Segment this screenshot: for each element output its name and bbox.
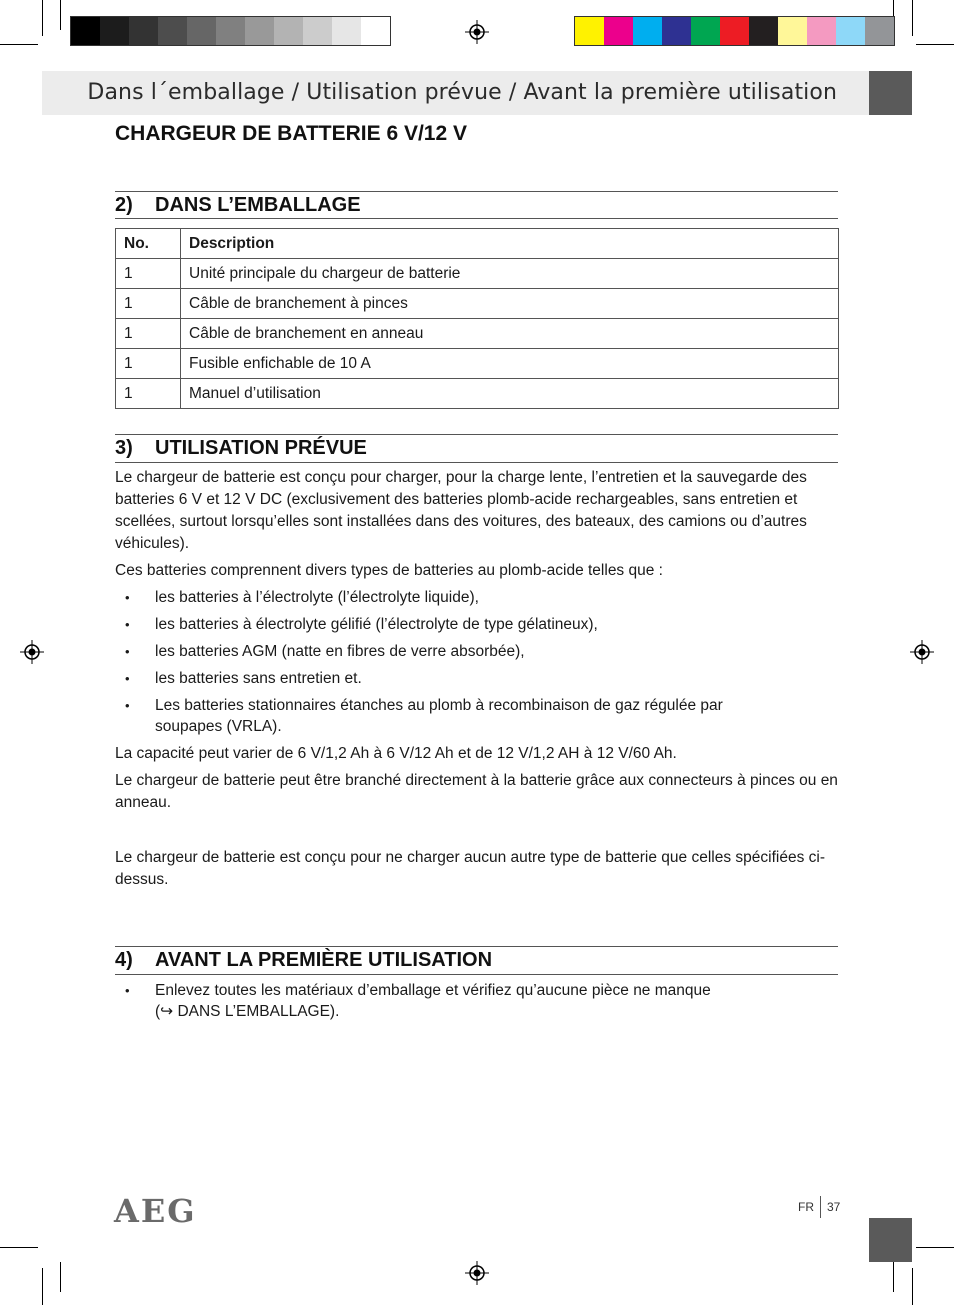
section-rule	[115, 974, 838, 975]
color-swatch	[865, 17, 894, 45]
color-swatch	[604, 17, 633, 45]
section-title: AVANT LA PREMIÈRE UTILISATION	[155, 949, 493, 971]
section-rule	[115, 218, 838, 219]
section-title: UTILISATION PRÉVUE	[155, 437, 367, 459]
color-swatch	[633, 17, 662, 45]
gray-swatch	[100, 17, 129, 45]
section-heading	[115, 194, 361, 217]
section-heading	[115, 437, 367, 460]
cmyk-color-bar	[574, 16, 895, 46]
crop-mark	[912, 0, 913, 36]
crop-mark	[916, 1247, 954, 1248]
table-row	[116, 379, 839, 409]
gray-swatch	[187, 17, 216, 45]
section-number: 2)	[115, 194, 133, 216]
section-number: 4)	[115, 949, 133, 971]
aeg-logo: AEG	[114, 1192, 197, 1230]
cross-reference-link[interactable]: (↪ DANS L’EMBALLAGE).	[155, 1003, 340, 1020]
page-tab-marker	[869, 1218, 912, 1262]
list-item-text: les batteries à électrolyte gélifié (l’électrolyte de type gélatineux),	[155, 616, 598, 633]
section-title: DANS L’EMBALLAGE	[155, 194, 361, 216]
color-swatch	[575, 17, 604, 45]
table-cell: 1	[116, 259, 181, 289]
paragraph: Le chargeur de batterie est conçu pour charger, pour la charge lente, l’entretien et la sauvegarde des batteries 6 V et 12 V DC (exclusivement des batteries plomb-acide rechargeables, sans entretien et scellées, surtout lorsqu’elles sont installées dans des voitures, des bateaux, des camions ou d’autres véhicules).	[115, 469, 807, 552]
registration-mark-icon	[465, 20, 489, 44]
document-title: CHARGEUR DE BATTERIE 6 V/12 V	[115, 122, 468, 145]
package-contents-table	[115, 228, 839, 409]
language-code: FR	[798, 1200, 814, 1214]
crop-mark	[60, 0, 61, 30]
list-item-line: Enlevez toutes les matériaux d’emballage et vérifiez qu’aucune pièce ne manque	[155, 982, 711, 999]
section-rule	[115, 462, 838, 463]
table-row	[116, 289, 839, 319]
color-swatch	[778, 17, 807, 45]
table-cell: 1	[116, 349, 181, 379]
color-swatch	[807, 17, 836, 45]
table-row	[116, 319, 839, 349]
table-cell: Unité principale du chargeur de batterie	[181, 259, 839, 289]
bullet-icon: •	[125, 698, 130, 713]
bullet-icon: •	[125, 617, 130, 632]
paragraph: Le chargeur de batterie peut être branché directement à la batterie grâce aux connecteurs à pinces ou en anneau.	[115, 772, 838, 811]
crop-mark	[0, 1247, 38, 1248]
gray-swatch	[274, 17, 303, 45]
bullet-icon: •	[125, 644, 130, 659]
table-cell: Câble de branchement à pinces	[181, 289, 839, 319]
gray-swatch	[216, 17, 245, 45]
crop-mark	[0, 44, 38, 45]
grayscale-color-bar	[70, 16, 391, 46]
section-rule	[115, 191, 838, 192]
color-swatch	[749, 17, 778, 45]
section-heading	[115, 949, 492, 972]
gray-swatch	[158, 17, 187, 45]
table-header-row	[116, 229, 839, 259]
page-tab-marker	[869, 71, 912, 115]
section-rule	[115, 946, 838, 947]
table-row	[116, 349, 839, 379]
gray-swatch	[129, 17, 158, 45]
list-item-text: Les batteries stationnaires étanches au plomb à recombinaison de gaz régulée par soupapes (VRLA).	[155, 697, 723, 735]
color-swatch	[662, 17, 691, 45]
footer-divider	[820, 1196, 821, 1218]
table-cell: Câble de branchement en anneau	[181, 319, 839, 349]
paragraph: La capacité peut varier de 6 V/1,2 Ah à 6 V/12 Ah et de 12 V/1,2 AH à 12 V/60 Ah.	[115, 745, 677, 762]
crop-mark	[893, 1262, 894, 1292]
table-cell: 1	[116, 319, 181, 349]
page-number: 37	[827, 1200, 841, 1214]
gray-swatch	[71, 17, 100, 45]
table-cell: Fusible enfichable de 10 A	[181, 349, 839, 379]
section-number: 3)	[115, 437, 133, 459]
table-row	[116, 259, 839, 289]
list-item-text: les batteries sans entretien et.	[155, 670, 362, 687]
paragraph: Le chargeur de batterie est conçu pour ne charger aucun autre type de batterie que celles spécifiées ci-dessus.	[115, 849, 825, 888]
list-item-text: les batteries AGM (natte en fibres de verre absorbée),	[155, 643, 525, 660]
color-swatch	[720, 17, 749, 45]
crop-mark	[912, 1268, 913, 1305]
crop-mark	[42, 1268, 43, 1305]
gray-swatch	[361, 17, 390, 45]
header-title: Dans l´emballage / Utilisation prévue / Avant la première utilisation	[87, 80, 837, 105]
gray-swatch	[332, 17, 361, 45]
color-swatch	[836, 17, 865, 45]
crop-mark	[60, 1262, 61, 1292]
list-item-text	[155, 980, 835, 1022]
column-header: No.	[116, 229, 181, 259]
registration-mark-icon	[20, 640, 44, 664]
bullet-icon: •	[125, 590, 130, 605]
list-item-text: les batteries à l’électrolyte (l’électrolyte liquide),	[155, 589, 479, 606]
registration-mark-icon	[910, 640, 934, 664]
registration-mark-icon	[465, 1261, 489, 1285]
bullet-icon: •	[125, 983, 130, 998]
crop-mark	[916, 44, 954, 45]
column-header: Description	[181, 229, 839, 259]
section-rule	[115, 434, 838, 435]
table-cell: Manuel d’utilisation	[181, 379, 839, 409]
crop-mark	[42, 0, 43, 36]
gray-swatch	[303, 17, 332, 45]
bullet-icon: •	[125, 671, 130, 686]
gray-swatch	[245, 17, 274, 45]
color-swatch	[691, 17, 720, 45]
table-cell: 1	[116, 289, 181, 319]
paragraph: Ces batteries comprennent divers types de batteries au plomb-acide telles que :	[115, 562, 663, 579]
table-cell: 1	[116, 379, 181, 409]
